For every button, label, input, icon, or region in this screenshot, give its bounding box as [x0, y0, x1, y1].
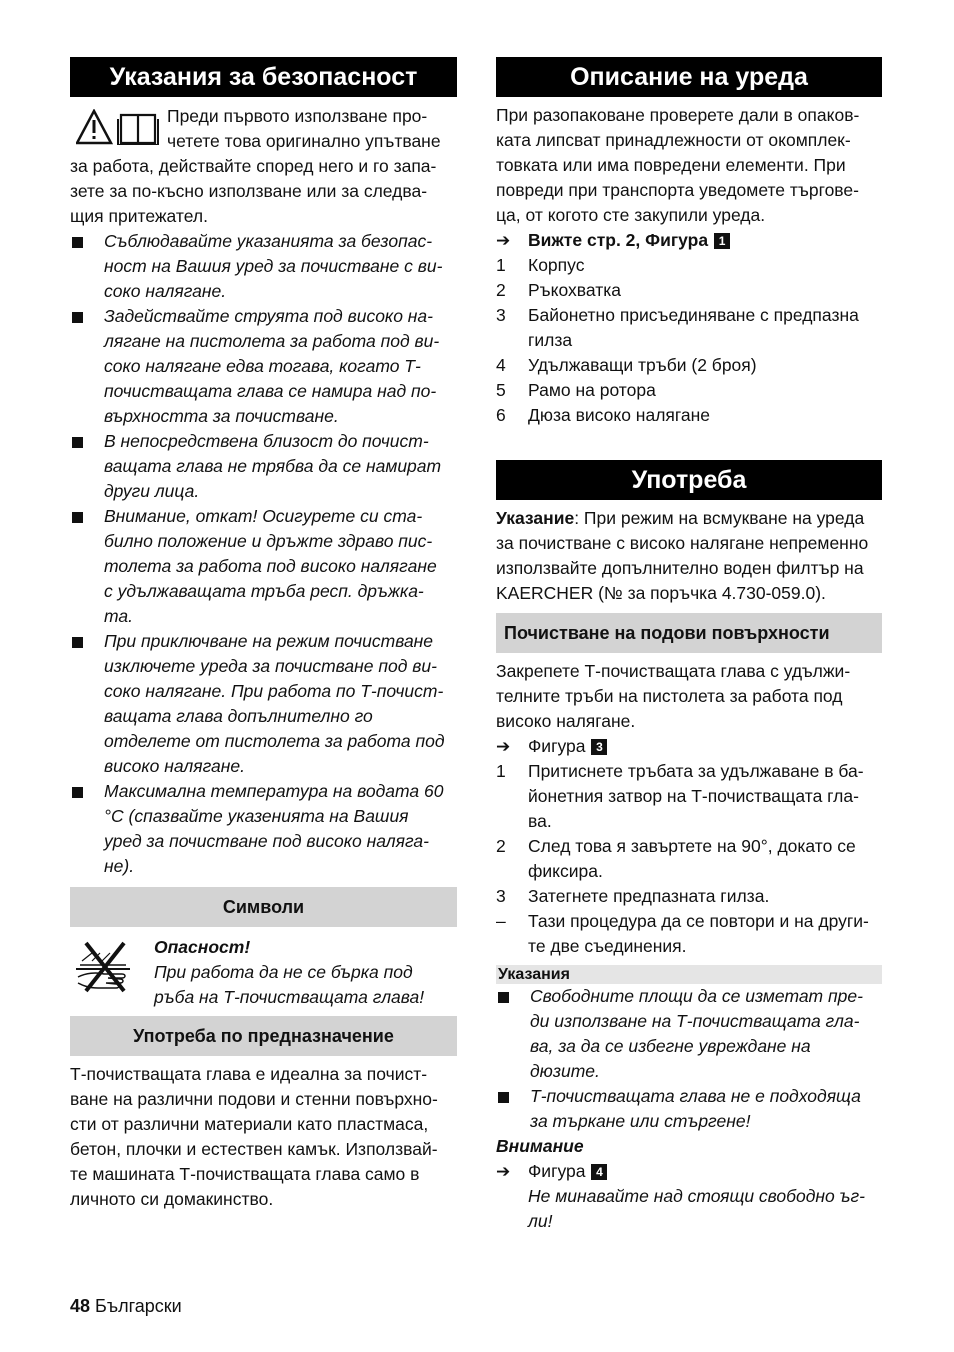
bullet-line: Задействайте струята под високо на-: [104, 306, 433, 326]
step-item: 3 Затегнете предпазната гилза.: [496, 886, 770, 906]
part-item: 5 Рамо на ротора: [496, 380, 656, 400]
step-item: – Тази процедура да се повтори и на други- те две съединения.: [496, 911, 869, 956]
danger-line: ръба на Т-почистващата глава!: [154, 987, 425, 1007]
bullet-square-icon: [498, 992, 509, 1003]
bullet-square-icon: [72, 312, 83, 323]
bullet-line: дюзите.: [530, 1061, 600, 1081]
text-line: товката или има повредени елементи. При: [496, 155, 846, 175]
text-line: При разопаковане проверете дали в опаков-: [496, 105, 860, 125]
floor-cleaning-text: [496, 659, 882, 734]
safety-heading: Указания за безопасност: [70, 57, 457, 97]
figure-number-badge: 1: [714, 233, 730, 249]
danger-line: При работа да не се бърка под: [154, 962, 413, 982]
bullet-square-icon: [72, 637, 83, 648]
description-heading: Описание на уреда: [496, 57, 882, 97]
arrow-right-icon: ➔: [496, 737, 511, 756]
text-line: телните тръби на пистолета за работа под: [496, 686, 843, 706]
bullet-line: соко налягане. При работа по Т-почист-: [104, 681, 444, 701]
safety-bullet: [70, 629, 457, 779]
bullet-line: ност на Вашия уред за почистване с ви-: [104, 256, 443, 276]
bullet-line: уред за почистване под високо наляга-: [104, 831, 429, 851]
arrow-right-icon: ➔: [496, 1162, 511, 1181]
intended-use-text: [70, 1062, 457, 1212]
danger-title: Опасност!: [154, 937, 251, 957]
bullet-line: °C (спазвайте указенията на Вашия: [104, 806, 409, 826]
bullet-line: върхността за почистване.: [104, 406, 339, 426]
safety-bullet: [70, 229, 457, 304]
bullet-square-icon: [72, 237, 83, 248]
caution-title: Внимание: [496, 1136, 584, 1156]
right-column: [496, 57, 882, 1234]
safety-bullet: [70, 304, 457, 429]
caution-text: [496, 1184, 882, 1234]
left-column: [70, 57, 457, 1212]
safety-intro-line: зете за по-късно използване или за следва-: [70, 181, 428, 201]
bullet-line: В непосредствена близост до почист-: [104, 431, 429, 451]
part-item: 6 Дюза високо налягане: [496, 405, 711, 425]
safety-bullet: [70, 779, 457, 879]
bullet-line: за търкане или стъргене!: [530, 1111, 751, 1131]
bullet-line: почистващата глава се намира над по-: [104, 381, 437, 401]
usage-note: Указание: При режим на всмукване на уреда за почистване с високо налягане непременно използвайте допълнително воден филтър на KAERCHER (№ за поръчка 4.730-059.0).: [496, 506, 882, 606]
text-line: за почистване с високо налягане непременно: [496, 533, 869, 553]
bullet-line: Съблюдавайте указанията за безопас-: [104, 231, 433, 251]
bullet-line: Свободните площи да се изметат пре-: [530, 986, 863, 1006]
text-line: Т-почистващата глава е идеална за почист-: [70, 1064, 428, 1084]
text-line: Не минавайте над стоящи свободно ъг-: [528, 1186, 865, 1206]
bullet-line: соко налягане едва тогава, когато Т-: [104, 356, 421, 376]
text-line: бетон, плочки и естествен камък. Използвай-: [70, 1139, 438, 1159]
figure-reference: ➔ Фигура 4: [496, 1159, 882, 1184]
bullet-line: отделете от пистолета за работа под: [104, 731, 445, 751]
safety-intro-line: щия притежател.: [70, 206, 208, 226]
bullet-line: ващата глава не трябва да се намират: [104, 456, 442, 476]
safety-intro-line: за работа, действайте според него и го запа-: [70, 156, 437, 176]
bullet-line: лягане на пистолета за работа под ви-: [104, 331, 440, 351]
text-line: Закрепете Т-почистващата глава с удължи-: [496, 661, 851, 681]
text-line: ца, от когото сте закупили уреда.: [496, 205, 766, 225]
part-item: 4 Удължаващи тръби (2 броя): [496, 355, 757, 375]
warning-manual-icons: [76, 109, 162, 152]
text-line: ване на различни подови и стенни повърхно-: [70, 1089, 438, 1109]
figure-number-badge: 4: [591, 1164, 607, 1180]
figure-reference: ➔ Фигура 3: [496, 734, 882, 759]
safety-intro-line: четете това оригинално упътване: [167, 131, 441, 151]
arrow-right-icon: ➔: [496, 231, 511, 250]
text-line: личното си домакинство.: [70, 1189, 274, 1209]
description-text: [496, 103, 882, 228]
bullet-square-icon: [72, 512, 83, 523]
see-figure-reference: ➔ Вижте стр. 2, Фигура 1: [496, 228, 882, 253]
safety-intro: [70, 104, 457, 229]
safety-bullet: [70, 429, 457, 504]
bullet-line: ва, за да се избегне увреждане на: [530, 1036, 811, 1056]
bullet-line: ди използване на Т-почистващата гла-: [530, 1011, 860, 1031]
page-footer: [70, 1294, 182, 1319]
no-hand-under-edge-icon: [72, 939, 138, 1004]
text-line: те машината Т-почистващата глава само в: [70, 1164, 420, 1184]
text-line: сти от различни материали като пластмаса,: [70, 1114, 429, 1134]
safety-bullet: [70, 504, 457, 629]
symbols-heading: Символи: [70, 887, 457, 927]
bullet-line: соко налягане.: [104, 281, 227, 301]
text-line: KAERCHER (№ за поръчка 4.730-059.0).: [496, 583, 826, 603]
note-label: Указание: [496, 508, 575, 528]
figure-number-badge: 3: [591, 739, 607, 755]
footer-language: Български: [95, 1296, 182, 1316]
bullet-line: не).: [104, 856, 135, 876]
notes-heading: Указания: [496, 965, 882, 984]
text-line: ли!: [528, 1211, 553, 1231]
bullet-line: та.: [104, 606, 133, 626]
text-line: използвайте допълнително воден филтър на: [496, 558, 864, 578]
bullet-square-icon: [498, 1092, 509, 1103]
text-line: високо налягане.: [496, 711, 636, 731]
page-number: 48: [70, 1296, 91, 1316]
notes-bullet: [496, 984, 882, 1084]
danger-symbol-row: [70, 935, 457, 1010]
bullet-line: изключете уреда за почистване под ви-: [104, 656, 437, 676]
bullet-line: ващата глава допълнително го: [104, 706, 373, 726]
bullet-line: Т-почистващата глава не е подходяща: [530, 1086, 861, 1106]
bullet-square-icon: [72, 787, 83, 798]
bullet-line: други лица.: [104, 481, 200, 501]
bullet-square-icon: [72, 437, 83, 448]
safety-intro-line: Преди първото използване про-: [167, 106, 428, 126]
bullet-line: Внимание, откат! Осигурете си ста-: [104, 506, 423, 526]
text-line: повреди при транспорта уведомете търгове-: [496, 180, 859, 200]
bullet-line: толета за работа под високо налягане: [104, 556, 437, 576]
bullet-line: При приключване на режим почистване: [104, 631, 434, 651]
bullet-line: Максимална температура на водата 60: [104, 781, 444, 801]
notes-bullet: [496, 1084, 882, 1134]
bullet-line: високо налягане.: [104, 756, 245, 776]
part-item: 2 Ръкохватка: [496, 280, 621, 300]
bullet-line: билно положение и дръжте здраво пис-: [104, 531, 433, 551]
bullet-line: с удължаващата тръба респ. дръжка-: [104, 581, 424, 601]
floor-cleaning-heading: Почистване на подови повърхности: [496, 613, 882, 653]
text-line: ката липсват принадлежности от окомплек-: [496, 130, 851, 150]
usage-heading: Употреба: [496, 460, 882, 500]
warning-triangle-book-icon: [76, 109, 162, 145]
step-item: 1 Притиснете тръбата за удължаване в ба- йонетния затвор на Т-почистващата гла- ва.: [496, 761, 864, 831]
intended-use-heading: Употреба по предназначение: [70, 1016, 457, 1056]
part-item: 1 Корпус: [496, 255, 585, 275]
step-item: 2 След това я завъртете на 90°, докато се фиксира.: [496, 836, 856, 881]
part-item: 3 Байонетно присъединяване с предпазна гилза: [496, 305, 859, 350]
